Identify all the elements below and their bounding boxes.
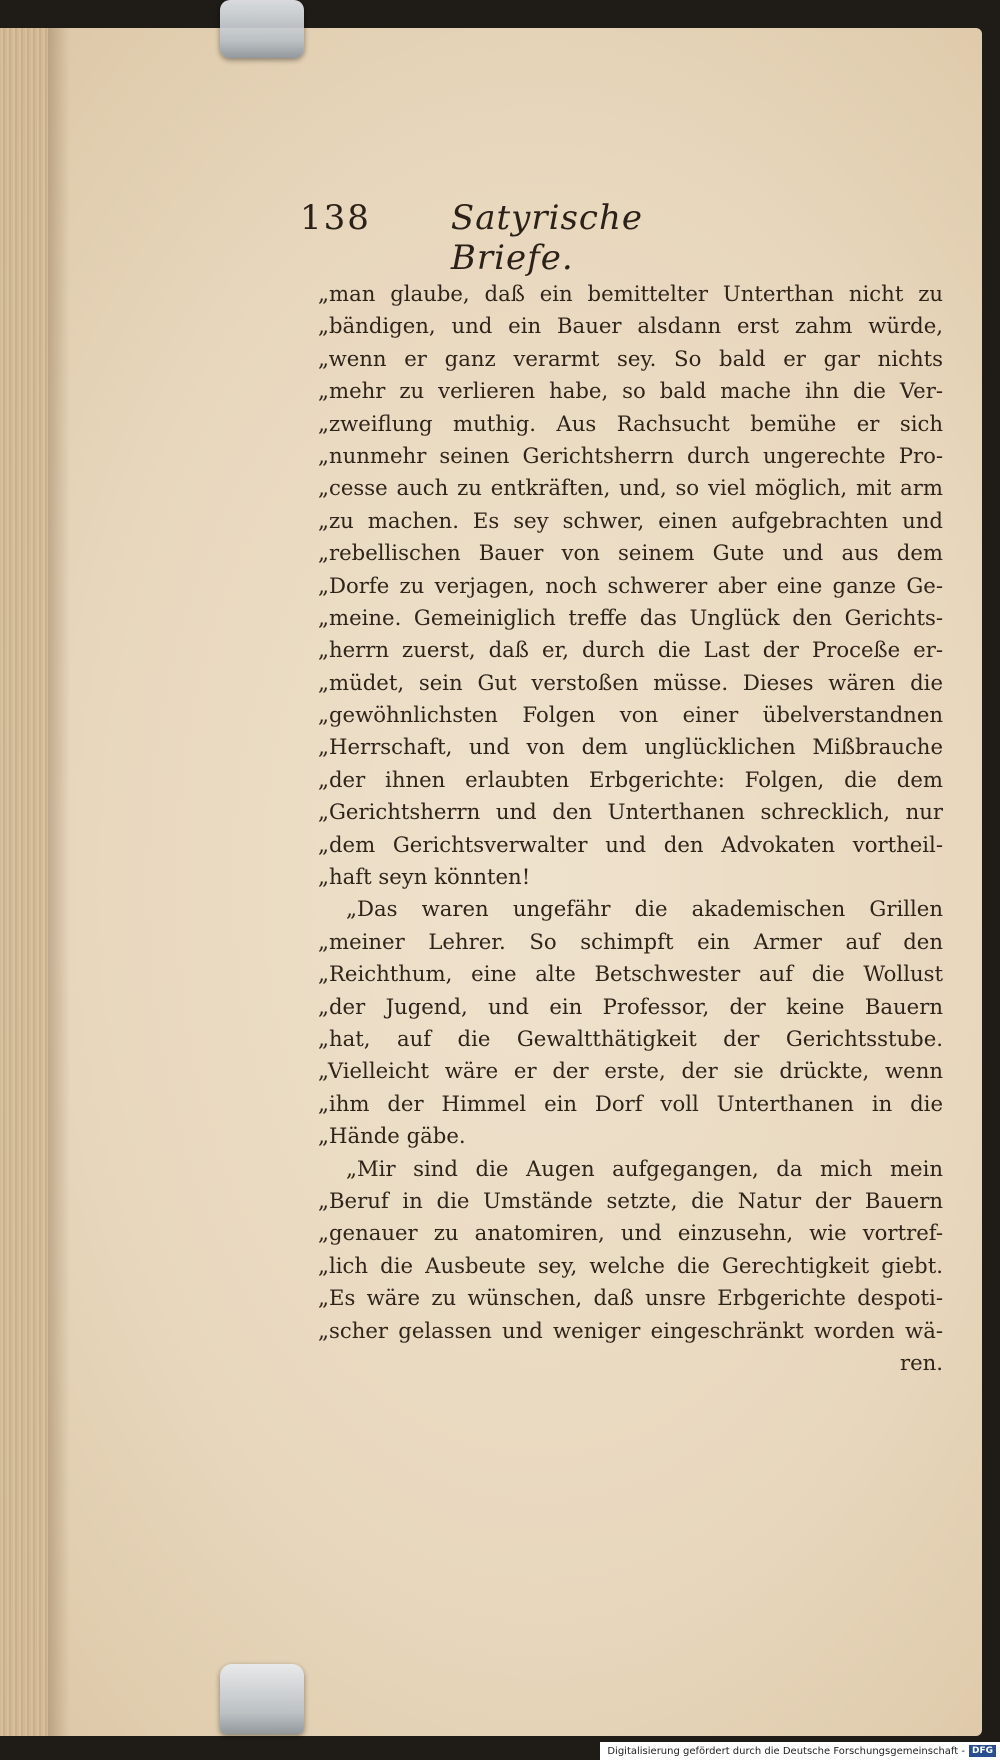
text-line: „Hände gäbe.: [318, 1123, 466, 1149]
text-line: „herrn zuerst, daß er, durch die Last der Proceße er-: [318, 637, 943, 663]
text-line: „Vielleicht wäre er der erste, der sie drückte, wenn: [318, 1058, 943, 1084]
catchword: ren.: [899, 1349, 943, 1375]
text-line: „man glaube, daß ein bemittelter Unterthan nicht zu: [318, 281, 943, 306]
text-line: „meine. Gemeiniglich treffe das Unglück den Gerichts-: [318, 604, 943, 630]
text-line: „dem Gerichtsverwalter und den Advokaten vortheil-: [318, 831, 943, 857]
text-line: „zu machen. Es sey schwer, einen aufgebrachten und: [318, 507, 943, 533]
text-line: „Das waren ungefähr die akademischen Grillen: [346, 896, 943, 922]
text-line: „nunmehr seinen Gerichtsherrn durch ungerechte Pro-: [318, 442, 943, 468]
text-line: „der Jugend, und ein Professor, der keine Bauern: [318, 993, 943, 1019]
footer-credit: Digitalisierung gefördert durch die Deutsche Forschungsgemeinschaft -: [607, 1745, 965, 1757]
text-line: „rebellischen Bauer von seinem Gute und aus dem: [318, 540, 943, 566]
gutter-shadow: [48, 28, 70, 1736]
text-line: „müdet, sein Gut verstoßen müsse. Dieses wären die: [318, 669, 943, 695]
dfg-logo-badge: DFG: [969, 1745, 996, 1757]
text-line: „zweiflung muthig. Aus Rachsucht bemühe er sich: [318, 410, 943, 436]
text-line: „bändigen, und ein Bauer alsdann erst zahm würde,: [318, 313, 943, 339]
text-line: „scher gelassen und weniger eingeschränkt worden wä-: [318, 1317, 943, 1343]
text-line: „Dorfe zu verjagen, noch schwerer aber eine ganze Ge-: [318, 572, 943, 598]
text-line: „der ihnen erlaubten Erbgerichte: Folgen, die dem: [318, 766, 943, 792]
text-line: „haft seyn könnten!: [318, 864, 531, 890]
text-line: „Es wäre zu wünschen, daß unsre Erbgerichte despoti-: [318, 1285, 943, 1311]
page-header: [300, 198, 760, 278]
text-line: „Herrschaft, und von dem unglücklichen Mißbrauche: [318, 734, 943, 760]
text-line: „meiner Lehrer. So schimpft ein Armer auf den: [318, 928, 943, 954]
body-text: [318, 278, 943, 1379]
text-line: „ihm der Himmel ein Dorf voll Unterthanen in die: [318, 1090, 943, 1116]
digitization-footer: [600, 1742, 1000, 1760]
running-title: Satyrische Briefe.: [450, 198, 643, 278]
book-page: [0, 28, 982, 1736]
text-line: „wenn er ganz verarmt sey. So bald er gar nichts: [318, 345, 943, 371]
text-line: „lich die Ausbeute sey, welche die Gerechtigkeit giebt.: [318, 1252, 943, 1278]
text-line: „Gerichtsherrn und den Unterthanen schrecklich, nur: [318, 799, 943, 825]
text-line: „mehr zu verlieren habe, so bald mache ihn die Ver-: [318, 378, 943, 404]
text-line: „Mir sind die Augen aufgegangen, da mich mein: [346, 1155, 943, 1181]
text-line: „Beruf in die Umstände setzte, die Natur der Bauern: [318, 1187, 943, 1213]
page-number: 138: [300, 198, 371, 238]
text-line: „cesse auch zu entkräften, und, so viel möglich, mit arm: [318, 475, 943, 501]
page-clip-top: [220, 0, 304, 58]
text-line: „gewöhnlichsten Folgen von einer übelverstandnen: [318, 702, 943, 728]
page-clip-bottom: [220, 1664, 304, 1734]
page-edges: [0, 28, 48, 1736]
text-line: „hat, auf die Gewaltthätigkeit der Gerichtsstube.: [318, 1025, 943, 1051]
text-line: „genauer zu anatomiren, und einzusehn, wie vortref-: [318, 1220, 943, 1246]
text-line: „Reichthum, eine alte Betschwester auf die Wollust: [318, 961, 943, 987]
